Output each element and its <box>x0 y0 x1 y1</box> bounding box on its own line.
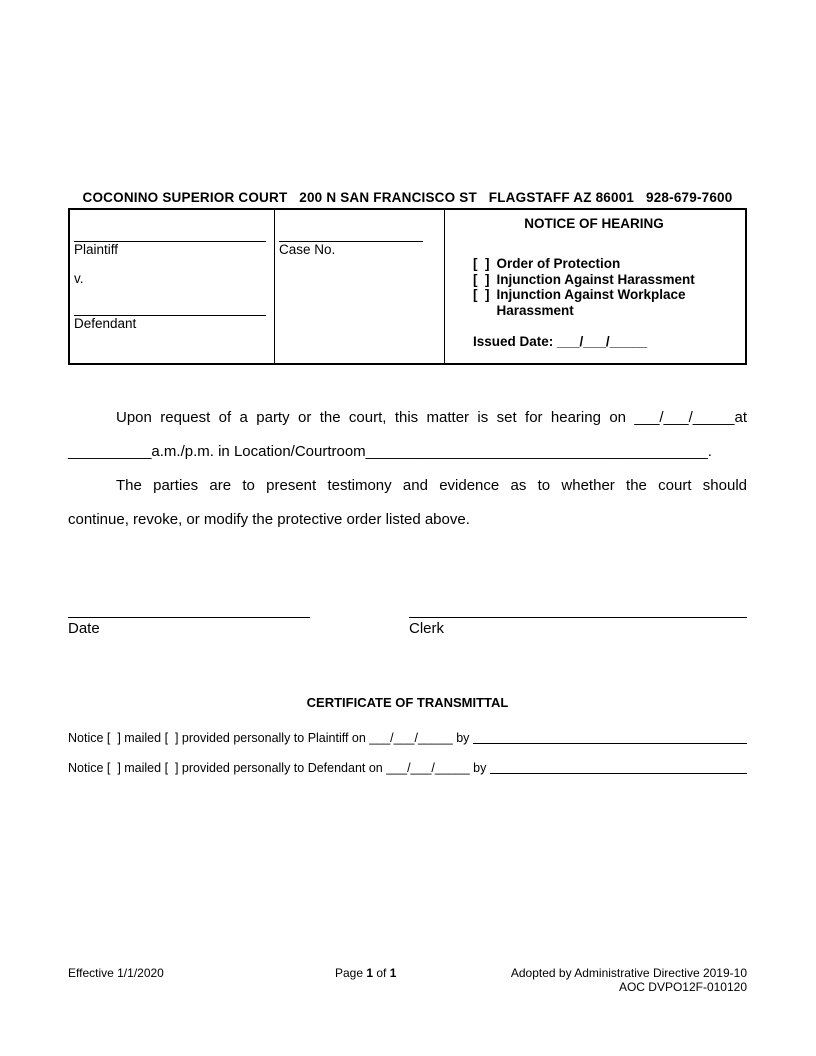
transmittal-defendant-by-blank <box>490 760 747 774</box>
parties-sentence-line1: The parties are to present testimony and evidence as to whether the court should <box>116 477 747 494</box>
checkbox-icon: [ ] <box>473 271 490 287</box>
checkbox-label: Order of Protection <box>496 256 621 271</box>
date-signature-area <box>68 617 310 638</box>
case-no-label: Case No. <box>279 242 336 257</box>
notice-cell <box>445 210 745 363</box>
checkbox-label: Injunction Against Harassment <box>496 271 695 287</box>
checkbox-row-injunction-workplace <box>473 287 737 318</box>
versus-label: v. <box>74 271 84 286</box>
hearing-sentence-line1: Upon request of a party or the court, this matter is set for hearing on ___/___/_____at <box>116 409 747 426</box>
order-type-checkbox-list <box>451 256 737 318</box>
case-number-cell <box>275 210 445 363</box>
court-header: COCONINO SUPERIOR COURT 200 N SAN FRANCISCO ST FLAGSTAFF AZ 86001 928-679-7600 <box>82 190 733 205</box>
checkbox-row-injunction-harassment <box>473 272 737 288</box>
page-of: of <box>373 966 390 980</box>
hearing-sentence-line2: __________a.m./p.m. in Location/Courtroom_________________________________________. <box>68 443 712 460</box>
checkbox-label: Injunction Against Workplace Harassment <box>496 287 686 318</box>
case-no-blank <box>279 210 423 242</box>
defendant-label: Defendant <box>74 316 137 331</box>
notice-title: NOTICE OF HEARING <box>524 216 664 231</box>
page-prefix: Page <box>335 966 367 980</box>
certificate-title: CERTIFICATE OF TRANSMITTAL <box>306 695 509 710</box>
page-total: 1 <box>389 966 397 980</box>
transmittal-plaintiff-by-blank <box>473 730 747 744</box>
checkbox-icon: [ ] <box>473 287 490 302</box>
parties-sentence-line2: continue, revoke, or modify the protective order listed above. <box>68 511 470 528</box>
date-label: Date <box>68 620 100 637</box>
effective-date: Effective 1/1/2020 <box>68 966 164 980</box>
defendant-name-blank <box>74 287 266 316</box>
issued-date-line: Issued Date: ___/___/_____ <box>473 334 648 349</box>
clerk-signature-area <box>409 617 747 638</box>
transmittal-defendant-line <box>68 760 747 776</box>
body-text <box>68 401 747 537</box>
transmittal-plaintiff-text: Notice [ ] mailed [ ] provided personally to Plaintiff on ___/___/_____ by <box>68 731 473 745</box>
form-number: AOC DVPO12F-010120 <box>618 980 747 994</box>
document-content <box>68 190 747 776</box>
page-number <box>335 966 396 980</box>
transmittal-defendant-text: Notice [ ] mailed [ ] provided personally to Defendant on ___/___/_____ by <box>68 761 490 775</box>
clerk-label: Clerk <box>409 620 445 637</box>
plaintiff-label: Plaintiff <box>74 242 119 257</box>
checkbox-icon: [ ] <box>473 256 490 271</box>
adopted-directive-text: Adopted by Administrative Directive 2019-10 <box>510 966 747 980</box>
page-current: 1 <box>366 966 374 980</box>
checkbox-row-order-of-protection <box>473 256 737 272</box>
signature-block <box>68 617 747 638</box>
plaintiff-name-blank <box>74 210 266 242</box>
parties-cell <box>70 210 275 363</box>
footer-right-block <box>511 966 747 994</box>
caption-table <box>68 208 747 365</box>
transmittal-plaintiff-line <box>68 730 747 746</box>
